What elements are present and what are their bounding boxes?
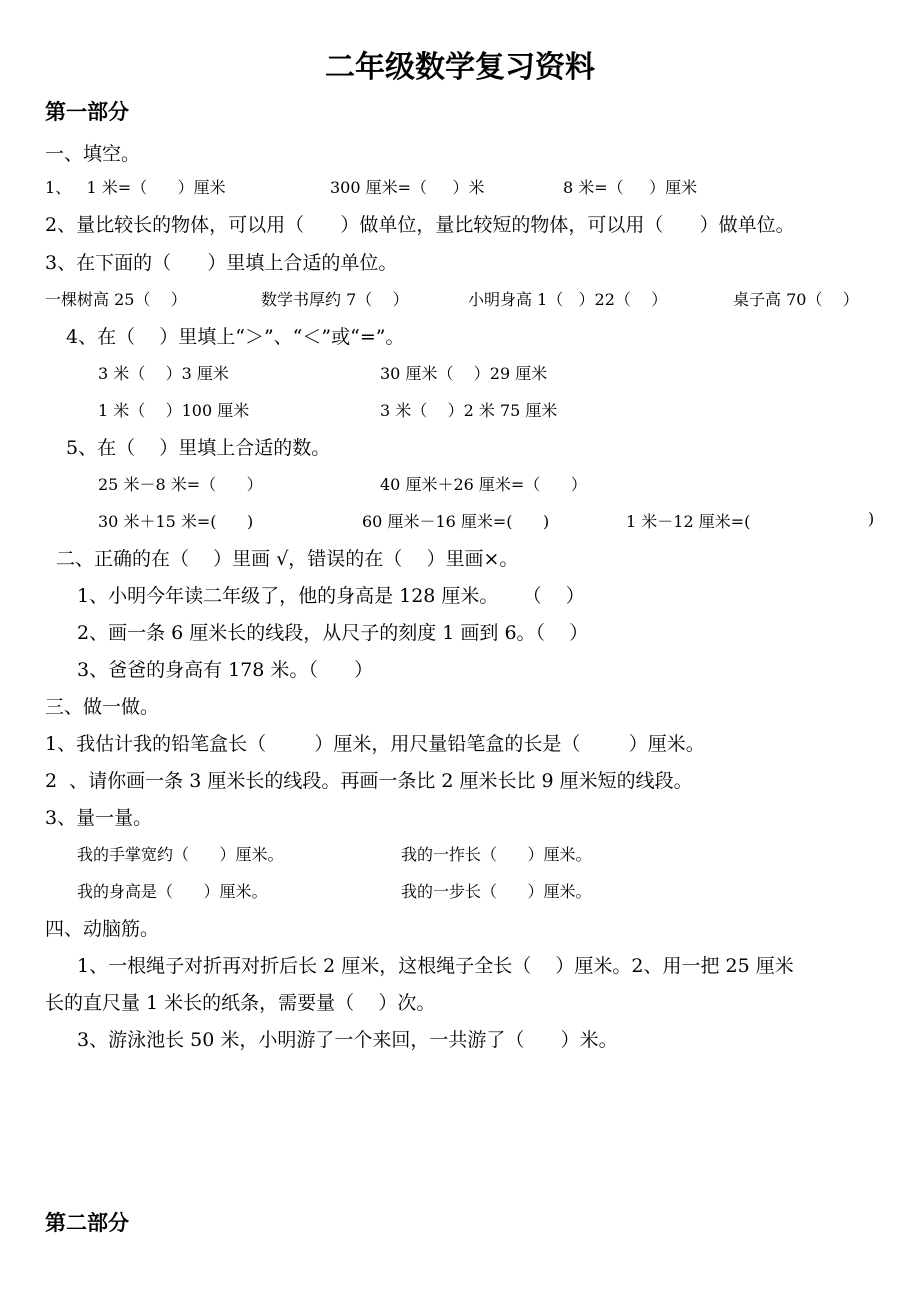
- q4-row-1: [98, 361, 698, 387]
- s3-q3-row-1: [77, 842, 717, 868]
- q3-item-height: 小明身高 1（ ）22（ ）: [468, 290, 668, 309]
- q1-item-2: 300 厘米=（ ）米: [330, 178, 485, 197]
- q5-row-1: [98, 472, 698, 498]
- q5-item: 1 米－12 厘米=(: [626, 512, 751, 531]
- q3-item-tree: 一棵树高 25（ ）: [45, 290, 187, 309]
- q5-row-2: [98, 509, 888, 535]
- q4-item: 3 米（ ）3 厘米: [98, 364, 229, 383]
- section4-title: 四、动脑筋。: [45, 918, 160, 940]
- q5-item: 25 米－8 米=（ ）: [98, 475, 263, 494]
- s3-q1: 1、我估计我的铅笔盒长（ ）厘米，用尺量铅笔盒的长是（ ）厘米。: [45, 733, 705, 755]
- s3-q3-row-2: [77, 879, 717, 905]
- q4-item: 30 厘米（ ）29 厘米: [380, 364, 548, 383]
- q2-text: 2、量比较长的物体，可以用（ ）做单位，量比较短的物体，可以用（ ）做单位。: [45, 214, 795, 236]
- q3-items-row: [45, 287, 905, 313]
- q4-item: 3 米（ ）2 米 75 厘米: [380, 401, 558, 420]
- q3-item-book: 数学书厚约 7（ ）: [261, 290, 409, 309]
- q4-text: 4、在（ ）里填上“＞”、“＜”或“=”。: [66, 326, 405, 348]
- section1-title: 一、填空。: [45, 143, 141, 165]
- q1-item-3: 8 米=（ ）厘米: [563, 178, 698, 197]
- s3-q3-item: 我的一拃长（ ）厘米。: [401, 845, 592, 864]
- s3-q3: 3、量一量。: [45, 807, 153, 829]
- s3-q2: 2 、请你画一条 3 厘米长的线段。再画一条比 2 厘米长比 9 厘米短的线段。: [45, 770, 693, 792]
- q1-row: [45, 175, 905, 201]
- q3-item-desk: 桌子高 70（ ）: [733, 290, 859, 309]
- s2-item-1: 1、小明今年读二年级了，他的身高是 128 厘米。 （ ）: [77, 585, 585, 607]
- page-title: 二年级数学复习资料: [325, 50, 595, 85]
- q5-item: 60 厘米－16 厘米=( ): [362, 512, 550, 531]
- s3-q3-item: 我的一步长（ ）厘米。: [401, 882, 592, 901]
- q1-item-1: 1、 1 米=（ ）厘米: [45, 178, 226, 197]
- s2-item-3: 3、爸爸的身高有 178 米。（ ）: [77, 659, 374, 681]
- s3-q3-item: 我的手掌宽约（ ）厘米。: [77, 845, 284, 864]
- q4-item: 1 米（ ）100 厘米: [98, 401, 250, 420]
- section2-title: 二、正确的在（ ）里画 √，错误的在（ ）里画×。: [56, 548, 519, 570]
- s4-q1-line2: 长的直尺量 1 米长的纸条，需要量（ ）次。: [45, 992, 436, 1014]
- q5-item: 30 米＋15 米=( ): [98, 512, 254, 531]
- section3-title: 三、做一做。: [45, 696, 160, 718]
- s3-q3-item: 我的身高是（ ）厘米。: [77, 882, 268, 901]
- q3-text: 3、在下面的（ ）里填上合适的单位。: [45, 252, 398, 274]
- part2-heading: 第二部分: [45, 1211, 129, 1235]
- q4-row-2: [98, 398, 698, 424]
- part1-heading: 第一部分: [45, 100, 129, 124]
- s4-q1-line1: 1、一根绳子对折再对折后长 2 厘米，这根绳子全长（ ）厘米。2、用一把 25 厘米: [77, 955, 794, 977]
- s4-q3: 3、游泳池长 50 米，小明游了一个来回，一共游了（ ）米。: [77, 1029, 618, 1051]
- s2-item-2: 2、画一条 6 厘米长的线段，从尺子的刻度 1 画到 6。（ ）: [77, 622, 589, 644]
- q5-item: 40 厘米＋26 厘米=（ ）: [380, 475, 587, 494]
- q5-text: 5、在（ ）里填上合适的数。: [66, 437, 331, 459]
- q5-item-close: ): [868, 509, 875, 528]
